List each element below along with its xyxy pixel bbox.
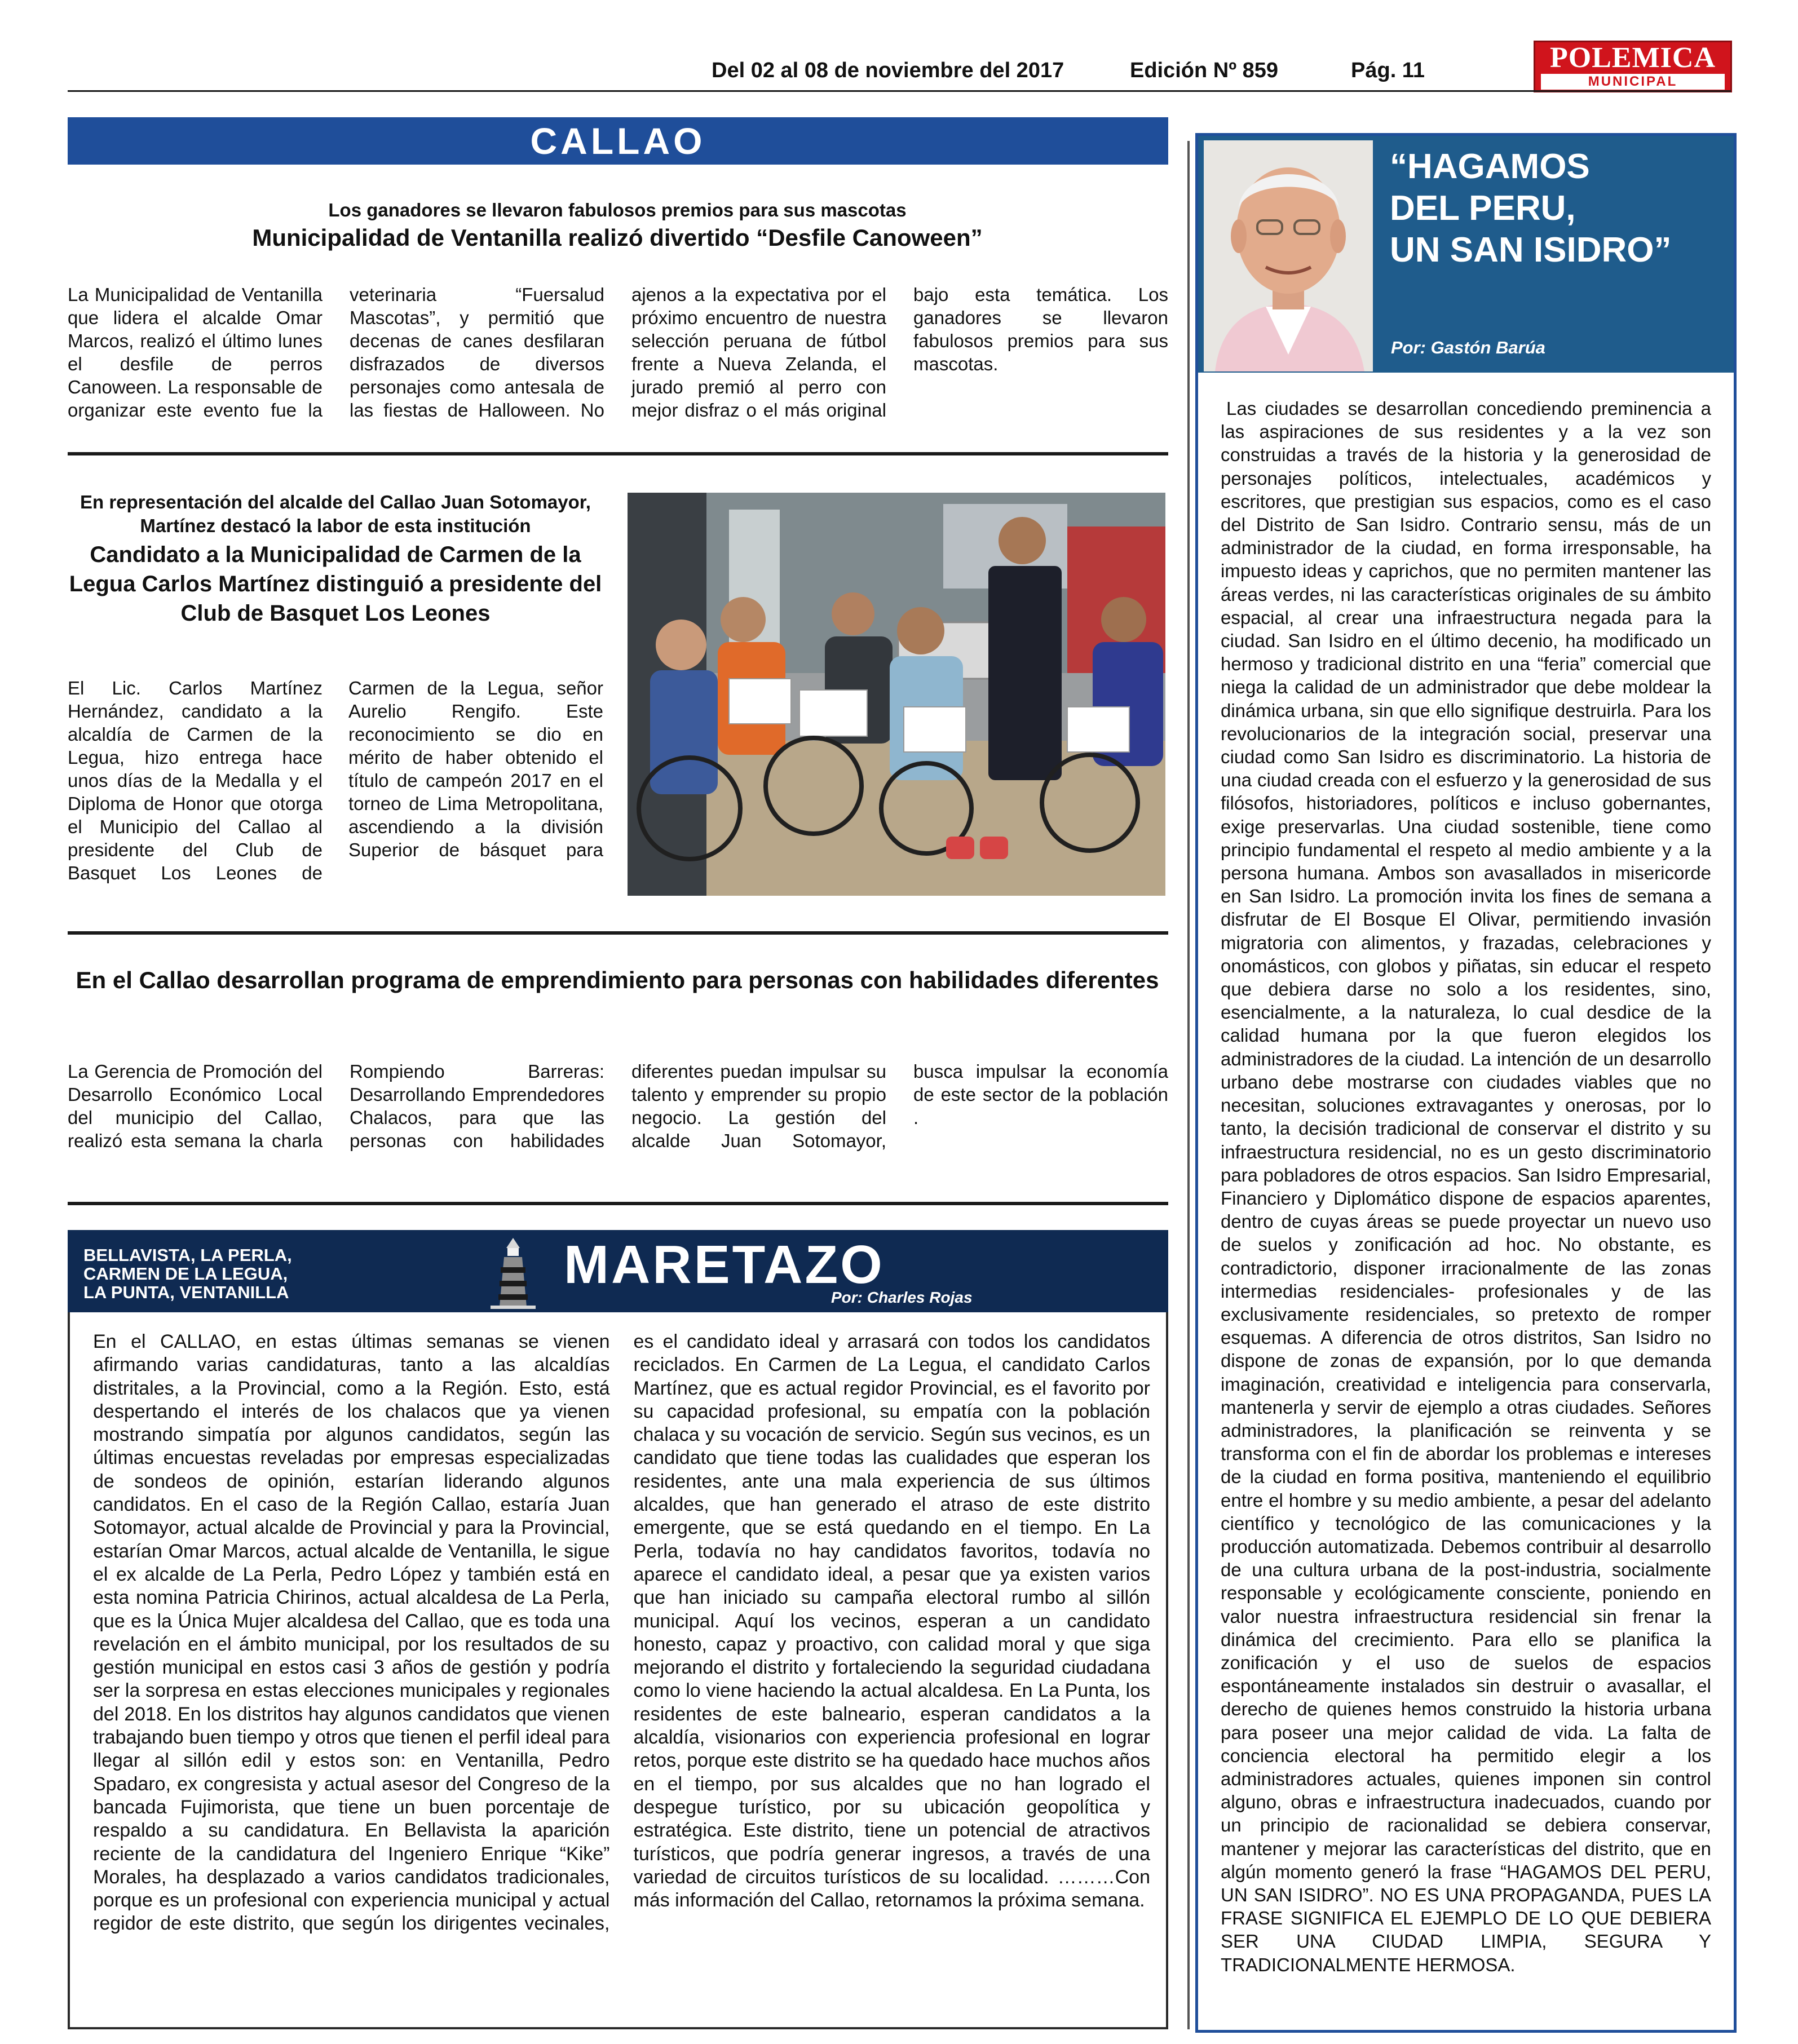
maretazo-districts <box>83 1246 292 1302</box>
article2-kicker: En representación del alcalde del Callao Juan Sotomayor, Martínez destacó la labor de esta institución <box>80 492 591 536</box>
article1-divider <box>68 452 1168 455</box>
article1-kicker: Los ganadores se llevaron fabulosos premios para sus mascotas <box>328 200 907 220</box>
opinion-title-line: DEL PERU, <box>1390 189 1576 228</box>
polemica-logo <box>1534 41 1732 92</box>
opinion-byline: Por: Gastón Barúa <box>1391 338 1545 357</box>
maretazo-title: MARETAZO <box>564 1235 885 1295</box>
article2-body: El Lic. Carlos Martínez Hernández, candidato a la alcaldía de Carmen de la Legua, hizo entrega hace unos días de la Medalla y el Diploma de Honor que otorga el Municipio del Callao al presidente del Club de Basquet Los Leones de Carmen de la Legua, señor Aurelio Rengifo. Este reconocimiento se dio en mérito de haber obtenido el título de campeón 2017 en el torneo de Lima Metropolitana, ascendiendo a la división Superior de básquet para <box>68 678 603 883</box>
issue-dates: Del 02 al 08 de noviembre del 2017 <box>712 59 1064 82</box>
article3-divider <box>68 1202 1168 1205</box>
logo-bottom-text: MUNICIPAL <box>1541 74 1725 90</box>
article2-divider <box>68 931 1168 935</box>
opinion-title-line: “HAGAMOS <box>1390 147 1590 186</box>
opinion-title-line: UN SAN ISIDRO” <box>1390 231 1672 269</box>
award-ceremony-photo <box>628 493 1165 896</box>
logo-top-text: POLEMICA <box>1550 42 1716 74</box>
article3-headline: En el Callao desarrollan programa de emprendimiento para personas con habilidades diferentes <box>76 967 1159 993</box>
lighthouse-icon <box>479 1236 547 1309</box>
article2-headline: Candidato a la Municipalidad de Carmen de la Legua Carlos Martínez distinguió a presidente del Club de Basquet Los Leones <box>69 542 602 626</box>
maretazo-district-line: BELLAVISTA, LA PERLA, <box>83 1245 292 1265</box>
maretazo-body: En el CALLAO, en estas últimas semanas se vienen afirmando varias candidaturas, tanto a las alcaldías distritales, a la Provincial, como a la Región. Esto, está despertando el interés de los chalacos que ya vienen mostrando simpatía por algunos candidatos, según las últimas encuestas reveladas por empresas especializadas de sondeos de opinión, estarían liderando algunos candidatos. En el caso de la Región Callao, estaría Juan Sotomayor, actual alcalde de Provincial y para la Provincial, estarían Omar Marcos, actual alcalde de Ventanilla, le sigue el ex alcalde de La Perla, Pedro López y también está en esta nomina Patricia Chirinos, actual alcaldesa de La Perla, que es la Única Mujer alcaldesa del Callao, que es toda una revelación en el ámbito municipal, por los resultados de su gestión municipal en estos casi 3 años de gestión y podría ser la sorpresa en estas elecciones municipales y regionales del 2018. En los distritos hay algunos candidatos que vienen trabajando buen tiempo y otros que tienen el perfil ideal para llegar al sillón edil y estos son: en Ventanilla, Pedro Spadaro, ex congresista y actual asesor del Congreso de la bancada Fujimorista, que tiene un buen porcentaje de respaldo a su candidatura. En Bellavista la aparición reciente de la candidatura del Ingeniero Enrique “Kike” Morales, ha desplazado a varios candidatos tradicionales, porque es un profesional con experiencia municipal y actual regidor de este distrito, que según los dirigentes vecinales, es el candidato ideal y arrasará con todos los candidatos reciclados. En Carmen de La Legua, el candidato Carlos Martínez, que es actual regidor Provincial, es el favorito por su capacidad profesional, su empatía con la población chalaca y su vocación de servicio. Según sus vecinos, es un candidato que tiene todas las cualidades que esperan los residentes, ante una mala experiencia de sus últimos alcaldes, que han generado el atraso de este distrito emergente, que se está quedando en el tiempo. En La Perla, todavía no hay candidatos favoritos, todavía no aparece el candidato ideal, a pesar que ya existen varios que han iniciado su campaña electoral rumbo al sillón municipal. Aquí los vecinos, esperan a un candidato honesto, capaz y proactivo, con calidad moral y que siga mejorando el distrito y fortaleciendo la seguridad ciudadana como lo viene haciendo la actual alcaldesa. En La Punta, los residentes de este balneario, esperan candidatos a la alcaldía, visionarios con experiencia profesional en lograr retos, porque este distrito se ha quedado hace muchos años en el tiempo, por sus alcaldes que no han logrado el despegue turístico, por su ubicación geopolítica y estratégica. Este distrito, tiene un potencial de atractivos turísticos, que podría generar ingresos, a través de una variedad de circuitos turísticos de su localidad. ………Con más información del Callao, retornamos la próxima semana. <box>93 1331 1150 1935</box>
article1-headline: Municipalidad de Ventanilla realizó divertido “Desfile Canoween” <box>252 224 983 251</box>
maretazo-district-line: LA PUNTA, VENTANILLA <box>83 1282 289 1302</box>
masthead-rule <box>68 90 1731 92</box>
author-portrait <box>1204 140 1373 371</box>
opinion-header <box>1198 136 1734 373</box>
opinion-body: Las ciudades se desarrollan concediendo preminencia a las aspiraciones de sus residentes y a la vez son construidas a través de la historia y la generosidad de personajes políticos, intelectuales, académicos y escritores, que prestigian sus espacios, como es el caso del Distrito de San Isidro. Contrario sensu, más de un administrador de la ciudad, en forma irresponsable, ha impuesto ideas y caprichos, que no permiten mantener las áreas verdes, ni las características originales de su ámbito espacial, al crear una infraestructura negada para la ciudad. San Isidro en el último decenio, ha modificado un hermoso y tradicional distrito en una “feria” comercial que niega la calidad de un administrador que debe moldear la dinámica urbana, sin que ello signifique destruirla. Para los revolucionarios de la integración social, preservar una ciudad como San Isidro es discriminatorio. La historia de una ciudad creada con el esfuerzo y la generosidad de sus filósofos, historiadores, políticos e incluso gobernantes, exige preservarlas. Una ciudad sostenible, tiene como principio fundamental el respeto al medio ambiente y a la persona humana. Ambos son avasallados in misericorde en San Isidro. La promoción invita los fines de semana a disfrutar de El Bosque El Olivar, permitiendo invasión migratoria con alimentos, y frazadas, celebraciones y onomásticos, con globos y piñatas, sin educar el respeto que debiera darse no solo a los residentes, sino, esencialmente, a la naturaleza, lo cual desdice de la calidad humana por la que fueron elegidos los administradores de la ciudad. La intención de un desarrollo urbano debe mostrarse con ciudades viables que no necesitan, soluciones extravagantes y onerosas, por lo tanto, la decisión tradicional de conservar el distrito y su infraestructura residencial, no es un gesto discriminatorio para pobladores de otros espacios. San Isidro Empresarial, Financiero y Diplomático dispone de espacios aparentes, dentro de cuyas áreas se puede proyectar un nuevo uso de suelos y zonificación ad hoc. No obstante, es contradictorio, disponer irracionalmente de las zonas intermedias residenciales- profesionales y de las exclusivamente residenciales, so pretexto de romper esquemas. A diferencia de otros distritos, San Isidro no dispone de zonas de expansión, por lo que demanda imaginación, creatividad e inteligencia para conservarla, mantenerla y servir de ejemplo a otras ciudades. Señores administradores, la planificación se reinventa y se transforma con el fin de abordar los problemas e intereses de la ciudad en forma positiva, manteniendo el equilibrio entre el hombre y su medio ambiente, a pesar del adelanto científico y tecnológico de las comunicaciones y la producción automatizada. Debemos contribuir al desarrollo de una cultura urbana de la post-industria, socialmente responsable y ecológicamente consciente, poniendo en valor nuestra infraestructura residencial sin frenar la dinámica del crecimiento. Para ello se planifica la zonificación y el uso de suelos de espacios espontáneamente instalados sin destruir o avasallar, el derecho de quienes hemos construido la historia urbana para poseer una mejor calidad de vida. La falta de conciencia electoral ha permitido elegir a los administradores actuales, quienes imponen sin control alguno, obras e infraestructura inadecuados, cuando por un principio de racionalidad se debiera conservar, mantener y mejorar las características del distrito, que en algún momento generó la frase “HAGAMOS DEL PERU, UN SAN ISIDRO”. NO ES UNA PROPAGANDA, PUES LA FRASE SIGNIFICA EL EJEMPLO DE LO QUE DEBIERA SER UNA CIUDAD LIMPIA, SEGURA Y TRADICIONALMENTE HERMOSA. <box>1221 398 1711 1975</box>
edition-number: Edición Nº 859 <box>1130 59 1279 82</box>
page-number: Pág. 11 <box>1351 59 1425 82</box>
maretazo-district-line: CARMEN DE LA LEGUA, <box>83 1264 288 1284</box>
article3-body: La Gerencia de Promoción del Desarrollo Económico Local del municipio del Callao, realizó esta semana la charla Rompiendo Barreras: Desarrollando Emprendedores Chalacos, para que las personas con habilidades diferentes puedan impulsar su talento y emprender su propio negocio. La gestión del alcalde Juan Sotomayor, busca impulsar la economía de este sector de la población . <box>68 1061 1168 1151</box>
maretazo-header <box>68 1230 1168 1312</box>
column-separator <box>1187 141 1190 2029</box>
opinion-title <box>1390 146 1671 271</box>
section-title: CALLAO <box>68 117 1168 165</box>
maretazo-byline: Por: Charles Rojas <box>831 1289 973 1306</box>
article1-body: La Municipalidad de Ventanilla que lidera el alcalde Omar Marcos, realizó el último lunes el desfile de perros Canoween. La responsable de organizar este evento fue la veterinaria “Fuersalud Mascotas”, y permitió que decenas de canes desfilaran disfrazados de diversos personajes como antesala de las fiestas de Halloween. No ajenos a la expectativa por el próximo encuentro de nuestra selección peruana de fútbol frente a Nueva Zelanda, el jurado premió al perro con mejor disfraz o el más original bajo esta temática. Los ganadores se llevaron fabulosos premios para sus mascotas. <box>68 284 1168 421</box>
